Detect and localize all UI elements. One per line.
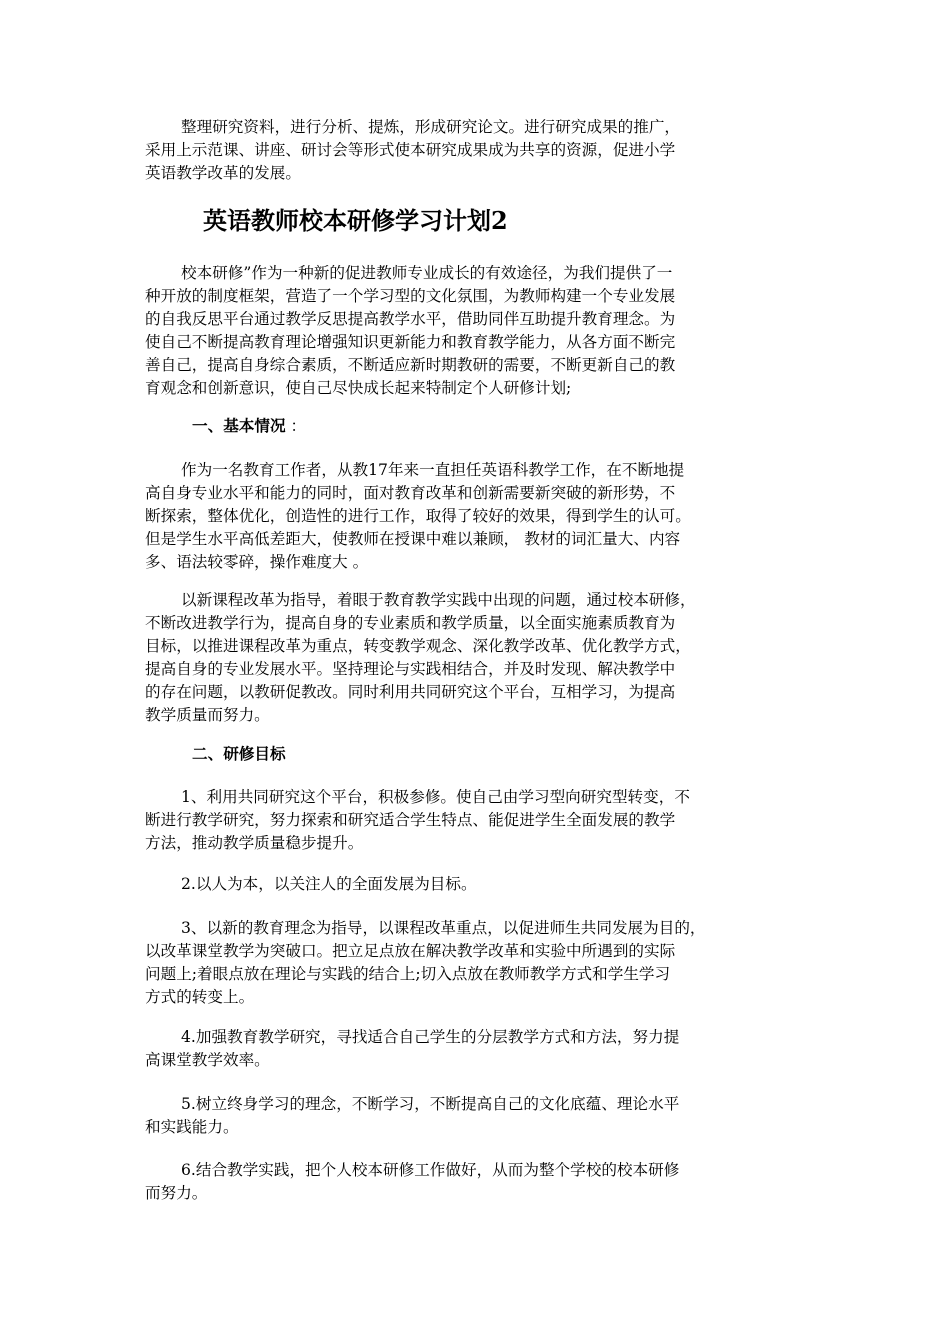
paragraph-line: 使自己不断提高教育理论增强知识更新能力和教育教学能力，从各方面不断完 xyxy=(145,333,676,351)
goal-item-5 xyxy=(145,1093,805,1139)
section1-paragraph-2 xyxy=(145,589,805,727)
paragraph-line: 和实践能力。 xyxy=(145,1118,239,1136)
paragraph-line: 英语教学改革的发展。 xyxy=(145,164,301,182)
paragraph-line: 断探索，整体优化，创造性的进行工作，取得了较好的效果，得到学生的认可。 xyxy=(145,507,691,525)
document-title: 英语教师校本研修学习计划2 xyxy=(203,206,508,235)
paragraph-line: 育观念和创新意识，使自己尽快成长起来特制定个人研修计划; xyxy=(145,379,572,397)
paragraph-line: 方式的转变上。 xyxy=(145,988,255,1006)
paragraph-line: 提高自身的专业发展水平。坚持理论与实践相结合，并及时发现、解决教学中 xyxy=(145,660,676,678)
paragraph-line: 高课堂教学效率。 xyxy=(145,1051,270,1069)
section1-heading-text: 一、基本情况 xyxy=(192,416,286,435)
section1-heading xyxy=(192,414,306,438)
paragraph-line: 不断改进教学行为，提高自身的专业素质和教学质量，以全面实施素质教育为 xyxy=(145,614,676,632)
paragraph-line: 6.结合教学实践，把个人校本研修工作做好，从而为整个学校的校本研修 xyxy=(181,1161,680,1179)
section1-paragraph-1 xyxy=(145,459,805,574)
paragraph-line: 5.树立终身学习的理念，不断学习，不断提高自己的文化底蕴、理论水平 xyxy=(181,1095,680,1113)
paragraph-line: 方法，推动教学质量稳步提升。 xyxy=(145,834,364,852)
goal-item-4 xyxy=(145,1026,805,1072)
paragraph-line: 3、以新的教育理念为指导，以课程改革重点，以促进师生共同发展为目的， xyxy=(181,919,706,937)
paragraph-line: 多、语法较零碎，操作难度大 。 xyxy=(145,553,369,571)
paragraph-line: 断进行教学研究，努力探索和研究适合学生特点、能促进学生全面发展的教学 xyxy=(145,811,676,829)
paragraph-line: 善自己，提高自身综合素质，不断适应新时期教研的需要，不断更新自己的教 xyxy=(145,356,676,374)
paragraph-line: 的自我反思平台通过教学反思提高教学水平，借助同伴互助提升教育理念。为 xyxy=(145,310,676,328)
paragraph-line: 2.以人为本，以关注人的全面发展为目标。 xyxy=(181,875,477,893)
paragraph-line: 校本研修”作为一种新的促进教师专业成长的有效途径，为我们提供了一 xyxy=(181,264,673,282)
goal-item-1 xyxy=(145,786,805,855)
paragraph-line: 以改革课堂教学为突破口。把立足点放在解决教学改革和实验中所遇到的实际 xyxy=(145,942,676,960)
paragraph-line: 1、利用共同研究这个平台，积极参修。使自己由学习型向研究型转变，不 xyxy=(181,788,690,806)
paragraph-line: 教学质量而努力。 xyxy=(145,706,270,724)
paragraph-line: 而努力。 xyxy=(145,1184,208,1202)
paragraph-line: 以新课程改革为指导，着眼于教育教学实践中出现的问题，通过校本研修， xyxy=(181,591,696,609)
section2-heading: 二、研修目标 xyxy=(192,744,286,763)
paragraph-line: 但是学生水平高低差距大，使教师在授课中难以兼顾， 教材的词汇量大、内容 xyxy=(145,530,681,548)
goal-item-6 xyxy=(145,1159,805,1205)
goal-item-2 xyxy=(145,873,805,896)
paragraph-line: 问题上;着眼点放在理论与实践的结合上;切入点放在教师教学方式和学生学习 xyxy=(145,965,671,983)
paragraph-line: 高自身专业水平和能力的同时，面对教育改革和创新需要新突破的新形势，不 xyxy=(145,484,676,502)
paragraph-line: 作为一名教育工作者，从教17年来一直担任英语科教学工作，在不断地提 xyxy=(181,461,685,479)
section1-heading-colon: ： xyxy=(285,417,307,435)
paragraph-line: 整理研究资料，进行分析、提炼，形成研究论文。进行研究成果的推广， xyxy=(181,118,681,136)
paragraph-line: 4.加强教育教学研究，寻找适合自己学生的分层教学方式和方法，努力提 xyxy=(181,1028,680,1046)
intro-paragraph xyxy=(145,116,805,185)
paragraph-line: 的存在问题，以教研促教改。同时利用共同研究这个平台，互相学习，为提高 xyxy=(145,683,676,701)
preface-paragraph xyxy=(145,262,805,400)
paragraph-line: 目标，以推进课程改革为重点，转变教学观念、深化教学改革、优化教学方式， xyxy=(145,637,691,655)
paragraph-line: 种开放的制度框架，营造了一个学习型的文化氛围，为教师构建一个专业发展 xyxy=(145,287,676,305)
paragraph-line: 采用上示范课、讲座、研讨会等形式使本研究成果成为共享的资源，促进小学 xyxy=(145,141,676,159)
goal-item-3 xyxy=(145,917,805,1009)
